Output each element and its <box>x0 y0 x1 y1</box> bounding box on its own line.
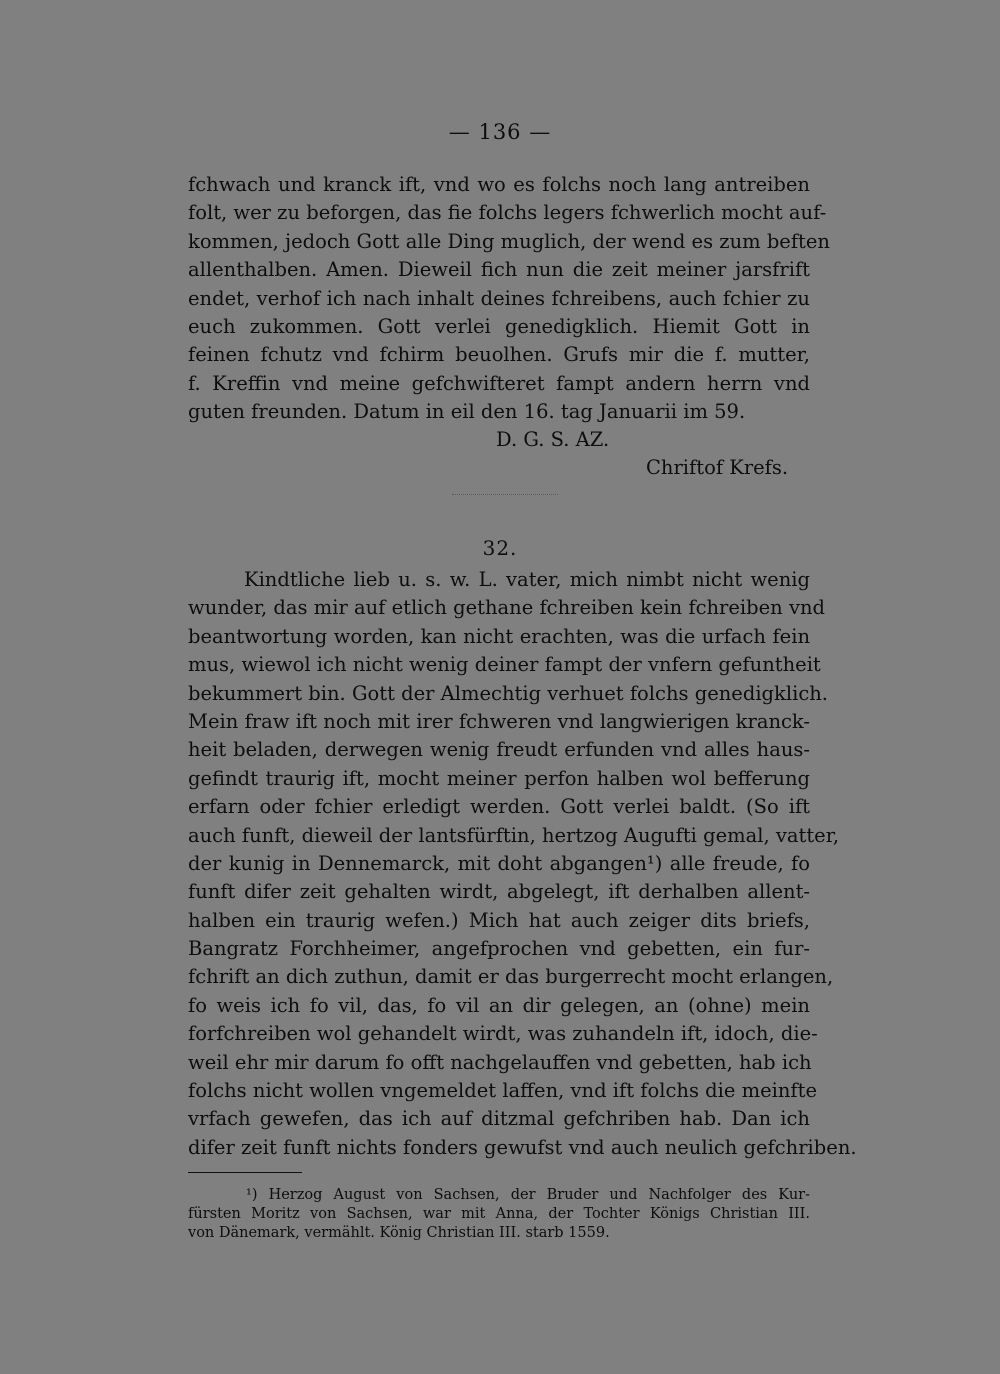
text-line: feinen fchutz vnd fchirm beuolhen. Grufs mir die f. mutter, <box>188 343 810 367</box>
text-line: forfchreiben wol gehandelt wirdt, was zuhandeln ift, idoch, die- <box>188 1022 818 1046</box>
footnote-line: von Dänemark, vermählt. König Christian III. starb 1559. <box>188 1225 610 1241</box>
footnote <box>188 1186 810 1243</box>
text-line: Kindtliche lieb u. s. w. L. vater, mich nimbt nicht wenig <box>244 568 810 591</box>
footnote-line: fürsten Moritz von Sachsen, war mit Anna, der Tochter Königs Christian III. <box>188 1206 810 1222</box>
text-line: der kunig in Dennemarck, mit doht abgangen¹) alle freude, fo <box>188 851 810 875</box>
text-line: fchrift an dich zuthun, damit er das burgerrecht mocht erlangen, <box>188 965 834 989</box>
text-line: fchwach und kranck ift, vnd wo es folchs noch lang antreiben <box>188 173 810 196</box>
footnote-rule <box>188 1172 302 1173</box>
text-line: fo weis ich fo vil, das, fo vil an dir gelegen, an (ohne) mein <box>188 993 810 1017</box>
signature-initials: D. G. S. AZ. <box>496 428 610 451</box>
text-line: allenthalben. Amen. Dieweil fich nun die zeit meiner jarsfrift <box>188 258 810 282</box>
text-line: kommen, jedoch Gott alle Ding muglich, der wend es zum beften <box>188 229 830 253</box>
text-line: euch zukommen. Gott verlei genedigklich. Hiemit Gott in <box>188 314 810 338</box>
text-line: folt, wer zu beforgen, das fie folchs legers fchwerlich mocht auf- <box>188 201 827 225</box>
text-line: beantwortung worden, kan nicht erachten, was die urfach fein <box>188 624 810 648</box>
text-line: difer zeit funft nichts fonders gewufst vnd auch neulich gefchriben. <box>188 1135 857 1159</box>
text-line: auch funft, dieweil der lantsfürftin, hertzog Augufti gemal, vatter, <box>188 823 840 847</box>
signature-name: Chriftof Krefs. <box>646 456 789 479</box>
text-line: endet, verhof ich nach inhalt deines fchreibens, auch fchier zu <box>188 286 810 310</box>
text-line: Mein fraw ift noch mit irer fchweren vnd langwierigen kranck- <box>188 709 810 733</box>
text-line: wunder, das mir auf etlich gethane fchreiben kein fchreiben vnd <box>188 596 825 620</box>
text-line: folchs nicht wollen vngemeldet laffen, vnd ift folchs die meinfte <box>188 1079 818 1103</box>
text-line: vrfach gewefen, das ich auf ditzmal gefchriben hab. Dan ich <box>188 1107 810 1131</box>
text-line: gefindt traurig ift, mocht meiner perfon halben wol befferung <box>188 766 810 790</box>
letter-end-body <box>188 171 830 427</box>
text-line: bekummert bin. Gott der Almechtig verhuet folchs genedigklich. <box>188 681 829 705</box>
text-line: weil ehr mir darum fo offt nachgelauffen vnd gebetten, hab ich <box>188 1050 812 1074</box>
footnote-line: ¹) Herzog August von Sachsen, der Bruder und Nachfolger des Kur- <box>246 1187 810 1203</box>
text-line: erfarn oder fchier erledigt werden. Gott verlei baldt. (So ift <box>188 795 810 819</box>
page-number: — 136 — <box>448 120 552 144</box>
text-line: guten freunden. Datum in eil den 16. tag Januarii im 59. <box>188 400 746 424</box>
text-line: Bangratz Forchheimer, angefprochen vnd gebetten, ein fur- <box>188 937 810 961</box>
text-line: mus, wiewol ich nicht wenig deiner fampt der vnfern gefuntheit <box>188 653 821 677</box>
text-line: funft difer zeit gehalten wirdt, abgelegt, ift derhalben allent- <box>188 880 810 904</box>
text-line: halben ein traurig wefen.) Mich hat auch zeiger dits briefs, <box>188 908 810 932</box>
letter-32-body <box>188 566 857 1162</box>
section-divider <box>452 494 558 495</box>
text-line: heit beladen, derwegen wenig freudt erfunden vnd alles haus- <box>188 738 810 762</box>
text-line: f. Kreffin vnd meine gefchwifteret fampt andern herrn vnd <box>188 371 810 395</box>
section-number: 32. <box>482 536 518 560</box>
